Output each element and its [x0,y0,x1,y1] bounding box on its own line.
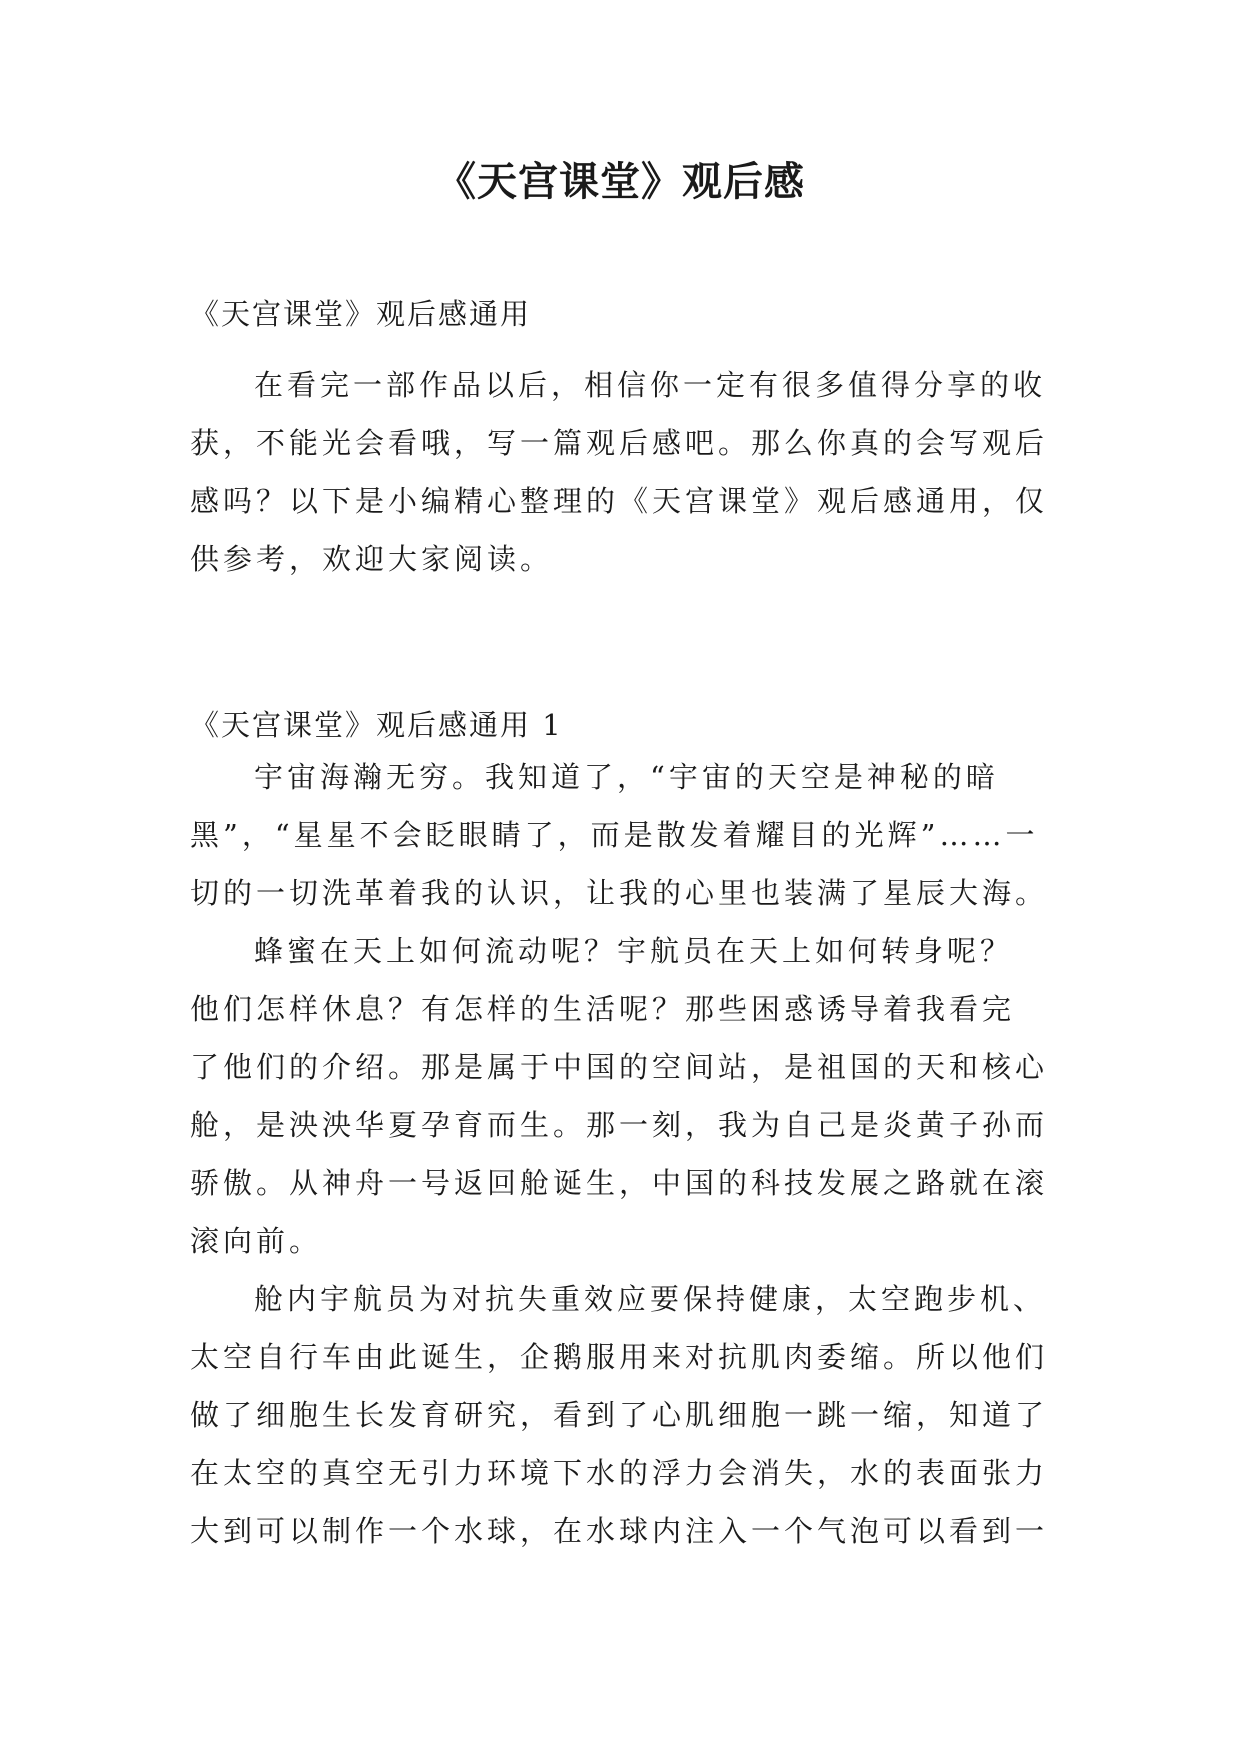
intro-line: 供参考，欢迎大家阅读。 [190,542,554,576]
paragraph-line: 在太空的真空无引力环境下水的浮力会消失，水的表面张力 [190,1456,1049,1490]
intro-line: 感吗？以下是小编精心整理的《天宫课堂》观后感通用，仅 [190,484,1049,518]
paragraph-line: 切的一切洗革着我的认识，让我的心里也装满了星辰大海。 [190,876,1049,910]
paragraph-line: 舱，是泱泱华夏孕育而生。那一刻，我为自己是炎黄子孙而 [190,1108,1049,1142]
section-paragraph-3 [190,1270,1050,1560]
paragraph-line: 滚向前。 [190,1224,323,1258]
intro-line: 在看完一部作品以后，相信你一定有很多值得分享的收 [254,368,1047,402]
paragraph-line: 了他们的介绍。那是属于中国的空间站，是祖国的天和核心 [190,1050,1049,1084]
document-subtitle: 《天宫课堂》观后感通用 [190,297,532,331]
paragraph-line: 黑”，“星星不会眨眼睛了，而是散发着耀目的光辉”……一 [190,818,1039,852]
document-title: 《天宫课堂》观后感 [436,158,805,205]
paragraph-line: 舱内宇航员为对抗失重效应要保持健康，太空跑步机、 [254,1282,1047,1316]
paragraph-line: 大到可以制作一个水球，在水球内注入一个气泡可以看到一 [190,1514,1049,1548]
paragraph-line: 他们怎样休息？有怎样的生活呢？那些困惑诱导着我看完 [190,992,1016,1026]
section-paragraph-2 [190,922,1050,1270]
intro-line: 获，不能光会看哦，写一篇观后感吧。那么你真的会写观后 [190,426,1049,460]
section-paragraph-1 [190,748,1050,922]
paragraph-line: 做了细胞生长发育研究，看到了心肌细胞一跳一缩，知道了 [190,1398,1049,1432]
paragraph-line: 蜂蜜在天上如何流动呢？宇航员在天上如何转身呢？ [254,934,1014,968]
section-heading: 《天宫课堂》观后感通用 1 [190,708,563,742]
paragraph-line: 宇宙海瀚无穷。我知道了，“宇宙的天空是神秘的暗 [254,760,999,794]
intro-paragraph [190,356,1050,588]
paragraph-line: 太空自行车由此诞生，企鹅服用来对抗肌肉委缩。所以他们 [190,1340,1049,1374]
paragraph-line: 骄傲。从神舟一号返回舱诞生，中国的科技发展之路就在滚 [190,1166,1049,1200]
